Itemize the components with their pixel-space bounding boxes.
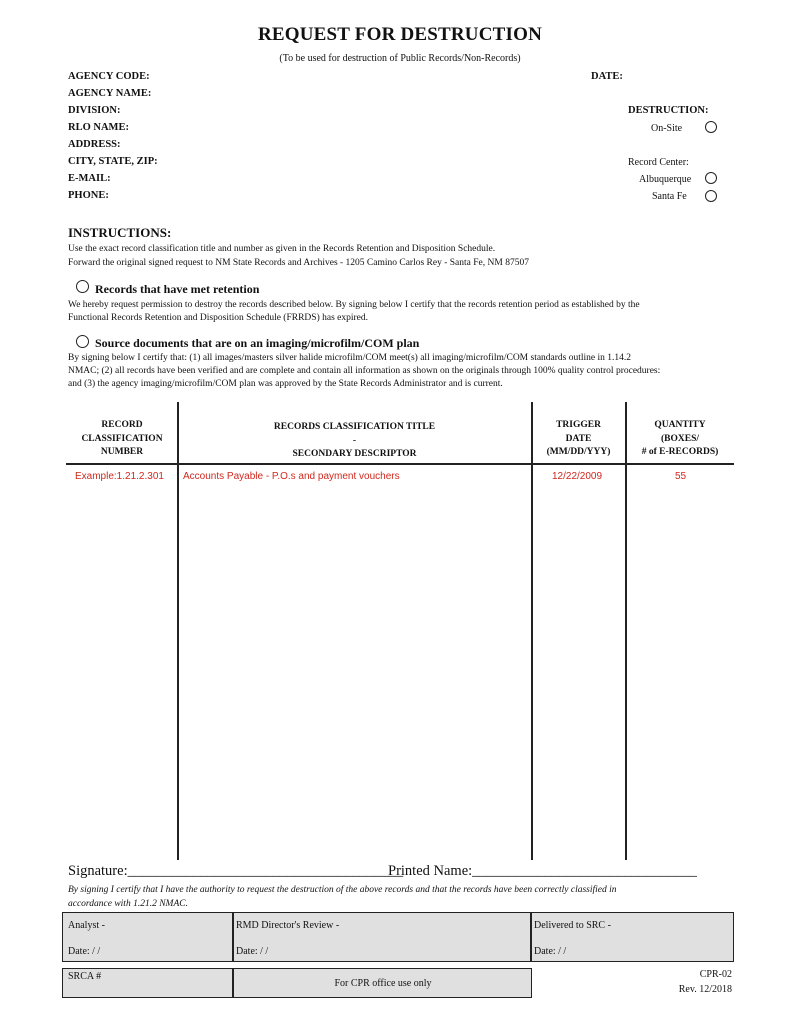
imaging-radio[interactable] bbox=[76, 335, 89, 348]
example-quantity: 55 bbox=[675, 471, 687, 482]
rlo-name-label: RLO NAME: bbox=[68, 122, 129, 133]
santa-fe-label: Santa Fe bbox=[652, 191, 687, 202]
example-date: 12/22/2009 bbox=[552, 471, 603, 482]
analyst-date[interactable]: Date: / / bbox=[68, 946, 101, 957]
albuquerque-radio[interactable] bbox=[705, 172, 717, 184]
signature-line[interactable]: ______________________________________ bbox=[127, 863, 404, 879]
certify-line-2: accordance with 1.21.2 NMAC. bbox=[68, 899, 188, 909]
email-label: E-MAIL: bbox=[68, 173, 111, 184]
table-header-rule bbox=[66, 463, 734, 465]
instructions-line-1: Use the exact record classification title and number as given in the Records Retention and Disposition Schedule. bbox=[68, 244, 496, 254]
revision-date: Rev. 12/2018 bbox=[678, 984, 732, 995]
date-label: DATE: bbox=[591, 71, 623, 82]
example-number: Example:1.21.2.301 bbox=[75, 471, 164, 482]
destruction-label: DESTRUCTION: bbox=[628, 105, 709, 116]
phone-label: PHONE: bbox=[68, 190, 109, 201]
retention-heading: Records that have met retention bbox=[95, 282, 260, 296]
retention-radio[interactable] bbox=[76, 280, 89, 293]
signature-label bbox=[68, 863, 403, 880]
certify-line-1: By signing I certify that I have the authority to request the destruction of the above records and that the records have been correctly classified in bbox=[68, 885, 617, 895]
city-state-zip-label: CITY, STATE, ZIP: bbox=[68, 156, 158, 167]
delivered-label: Delivered to SRC - bbox=[534, 920, 611, 931]
delivered-date[interactable]: Date: / / bbox=[534, 946, 567, 957]
printed-name-line[interactable]: _______________________________ bbox=[472, 863, 697, 879]
imaging-line-1: By signing below I certify that: (1) all images/masters silver halide microfilm/COM meet(s) all imaging/microfilm/COM standards outline in 1.14.2 bbox=[68, 353, 632, 363]
imaging-line-3: and (3) the agency imaging/microfilm/COM plan was approved by the State Records Administrator and is current. bbox=[68, 379, 503, 389]
printed-name-label-text: Printed Name: bbox=[388, 863, 473, 879]
imaging-heading: Source documents that are on an imaging/microfilm/COM plan bbox=[95, 336, 420, 350]
srca-label: SRCA # bbox=[68, 971, 102, 982]
imaging-line-2: NMAC; (2) all records have been verified and are complete and contain all information as shown on the originals through 100% quality control procedures: bbox=[68, 366, 661, 376]
division-label: DIVISION: bbox=[68, 105, 121, 116]
rmd-review-label: RMD Director's Review - bbox=[236, 920, 340, 931]
table-divider-2 bbox=[531, 402, 533, 860]
rmd-review-date[interactable]: Date: / / bbox=[236, 946, 269, 957]
retention-line-2: Functional Records Retention and Disposition Schedule (FRRDS) has expired. bbox=[68, 313, 369, 323]
signature-label-text: Signature: bbox=[68, 863, 128, 879]
office-review-box bbox=[62, 912, 734, 962]
table-divider-3 bbox=[625, 402, 627, 860]
albuquerque-label: Albuquerque bbox=[639, 174, 692, 185]
col-header-number: RECORD CLASSIFICATION NUMBER bbox=[81, 420, 163, 457]
on-site-radio[interactable] bbox=[705, 121, 717, 133]
instructions-line-2: Forward the original signed request to NM State Records and Archives - 1205 Camino Carlos Rey - Santa Fe, NM 87507 bbox=[68, 258, 529, 268]
col-header-quantity: QUANTITY (BOXES/ # of E-RECORDS) bbox=[641, 420, 719, 457]
office-divider-1 bbox=[232, 912, 234, 962]
form-number: CPR-02 bbox=[699, 969, 732, 980]
page-title: REQUEST FOR DESTRUCTION bbox=[257, 24, 543, 45]
analyst-label: Analyst - bbox=[68, 920, 105, 931]
address-label: ADDRESS: bbox=[68, 139, 121, 150]
record-center-label: Record Center: bbox=[628, 157, 689, 168]
agency-code-label: AGENCY CODE: bbox=[68, 71, 150, 82]
cpr-office-use: For CPR office use only bbox=[334, 978, 432, 989]
printed-name-label bbox=[388, 863, 697, 880]
page-subtitle: (To be used for destruction of Public Records/Non-Records) bbox=[279, 53, 521, 64]
retention-line-1: We hereby request permission to destroy the records described below. By signing below I certify that the records retention period as established by the bbox=[68, 300, 640, 310]
col-header-title: RECORDS CLASSIFICATION TITLE - SECONDARY DESCRIPTOR bbox=[273, 422, 436, 459]
on-site-label: On-Site bbox=[651, 123, 683, 134]
table-divider-1 bbox=[177, 402, 179, 860]
col-header-trigger-date: TRIGGER DATE (MM/DD/YYY) bbox=[546, 420, 611, 457]
example-title: Accounts Payable - P.O.s and payment vouchers bbox=[183, 471, 400, 482]
office-divider-2 bbox=[530, 912, 532, 962]
santa-fe-radio[interactable] bbox=[705, 190, 717, 202]
agency-name-label: AGENCY NAME: bbox=[68, 88, 152, 99]
instructions-heading: INSTRUCTIONS: bbox=[68, 225, 172, 240]
